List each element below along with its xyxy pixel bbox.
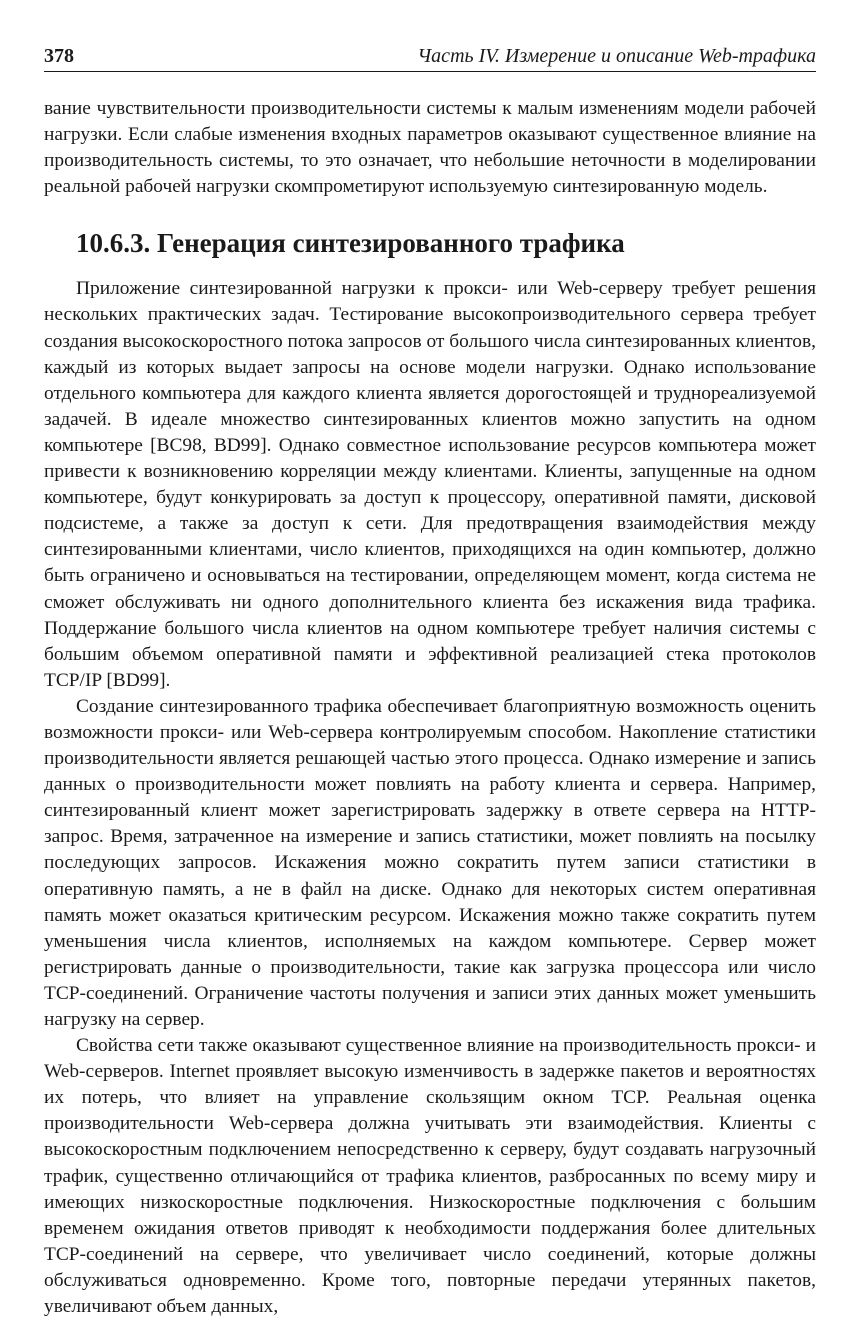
section-heading: 10.6.3. Генерация синтезированного трафика [76, 228, 625, 259]
paragraph: Создание синтезированного трафика обеспечивает благоприятную возможность оценить возможности прокси- или Web-сервера контролируемым способом. Накопление статистики производительности является решающей частью этого процесса. Однако измерение и запись данных о производительности может повлиять на работу клиента и сервера. Например, синтезированный клиент может зарегистрировать задержку в ответе сервера на HTTP-запрос. Время, затраченное на измерение и запись статистики, может повлиять на посылку последующих запросов. Искажения можно сократить путем записи статистики в оперативную память, а не в файл на диске. Однако для некоторых систем оперативная память может оказаться критическим ресурсом. Искажения можно также сократить путем уменьшения числа клиентов, исполняемых на каждом компьютере. Сервер может регистрировать данные о производительности, такие как загрузка процессора или число TCP-соединений. Ограничение частоты получения и записи этих данных может уменьшить нагрузку на сервер. [44, 695, 816, 1030]
paragraph: Приложение синтезированной нагрузки к прокси- или Web-серверу требует решения нескольких практических задач. Тестирование высокопроизводительного сервера требует создания высокоскоростного потока запросов от большого числа синтезированных клиентов, каждый из которых выдает запросы на основе модели нагрузки. Однако использование отдельного компьютера для каждого клиента является дорогостоящей и труднореализуемой задачей. В идеале множество синтезированных клиентов можно запустить на одном компьютере [BC98, BD99]. Однако совместное использование ресурсов компьютера может привести к возникновению корреляции между клиентами. Клиенты, запущенные на одном компьютере, будут конкурировать за доступ к процессору, оперативной памяти, дисковой подсистеме, а также за доступ к сети. Для предотвращения взаимодействия между синтезированными клиентами, число клиентов, приходящихся на один компьютер, должно быть ограничено и основываться на тестировании, определяющем момент, когда система не сможет обслуживать ни одного дополнительного клиента без искажения вида трафика. Поддержание большого числа клиентов на одном компьютере требует наличия системы с большим объемом оперативной памяти и эффективной реализацией стека протоколов TCP/IP [BD99]. [44, 278, 816, 691]
running-section-title: Часть IV. Измерение и описание Web-трафика [417, 45, 816, 67]
paragraph-continued: вание чувствительности производительности системы к малым изменениям модели рабочей нагрузки. Если слабые изменения входных параметров оказывают существенное влияние на производительность системы, то это означает, что небольшие неточности в моделировании реальной рабочей нагрузки скомпрометируют используемую синтезированную модель. [44, 98, 816, 198]
page-number: 378 [44, 45, 74, 67]
running-head [44, 32, 816, 72]
paragraph: Свойства сети также оказывают существенное влияние на производительность прокси- и Web-серверов. Internet проявляет высокую изменчивость в задержке пакетов и вероятностях их потерь, что влияет на управление скользящим окном TCP. Реальная оценка производительности Web-сервера должна учитывать эти взаимодействия. Клиенты с высокоскоростным подключением непосредственно к серверу, будут создавать нагрузочный трафик, существенно отличающийся от трафика клиентов, разбросанных по всему миру и имеющих низкоскоростные подключения. Низкоскоростные подключения с большим временем ожидания ответов приводят к необходимости поддержания более длительных TCP-соединений на сервере, что увеличивает число соединений, которые должны обслуживаться одновременно. Кроме того, повторные передачи утерянных пакетов, увеличивают объем данных, [44, 1035, 816, 1318]
page-body [44, 96, 816, 1320]
